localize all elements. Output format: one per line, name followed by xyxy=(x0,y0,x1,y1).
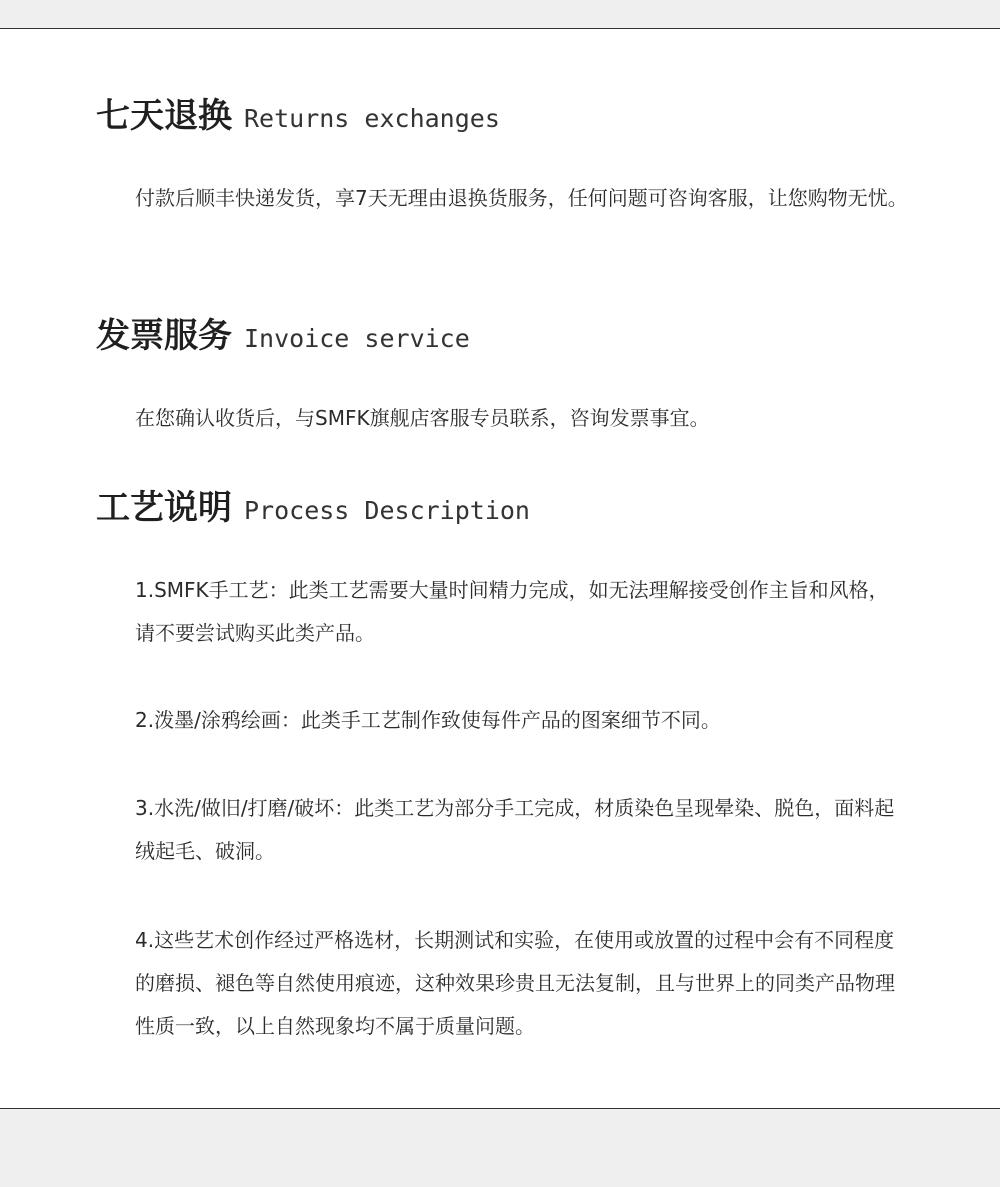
process-item-4: 4.这些艺术创作经过严格选材，长期测试和实验，在使用或放置的过程中会有不同程度的磨损、褪色等自然使用痕迹，这种效果珍贵且无法复制，且与世界上的同类产品物理性质一致，以上自然现象均不属于质量问题。 xyxy=(135,928,895,1038)
section-title-en: Returns exchanges xyxy=(244,104,500,133)
process-item-2: 2.泼墨/涂鸦绘画：此类手工艺制作致使每件产品的图案细节不同。 xyxy=(135,708,721,732)
section-title-cn: 发票服务 xyxy=(96,316,232,356)
section-title-process xyxy=(96,488,530,528)
section-title-cn: 七天退换 xyxy=(96,96,232,136)
returns-description: 付款后顺丰快递发货，享7天无理由退换货服务，任何问题可咨询客服，让您购物无忧。 xyxy=(135,186,908,210)
section-title-invoice xyxy=(96,316,470,356)
section-title-en: Invoice service xyxy=(244,324,470,353)
section-title-en: Process Description xyxy=(244,496,530,525)
invoice-description: 在您确认收货后，与SMFK旗舰店客服专员联系，咨询发票事宜。 xyxy=(135,406,710,430)
process-item-1: 1.SMFK手工艺：此类工艺需要大量时间精力完成，如无法理解接受创作主旨和风格， 请不要尝试购买此类产品。 xyxy=(135,578,889,645)
section-title-cn: 工艺说明 xyxy=(96,488,232,528)
content-card xyxy=(0,28,1000,1109)
section-title-returns xyxy=(96,96,500,136)
process-item-3: 3.水洗/做旧/打磨/破坏：此类工艺为部分手工完成，材质染色呈现晕染、脱色，面料起绒起毛、破洞。 xyxy=(135,796,895,863)
